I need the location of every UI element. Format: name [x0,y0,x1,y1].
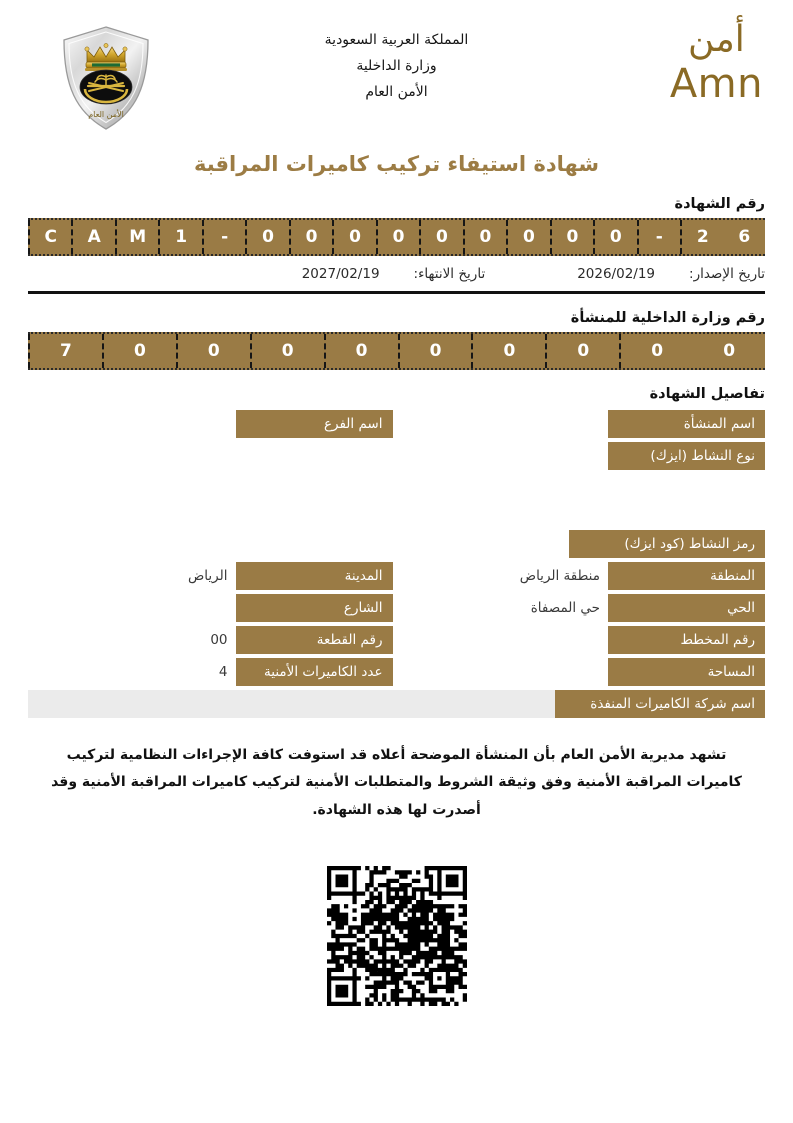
certificate-number-cell: - [637,220,680,254]
field-row [28,442,765,470]
interior-number-label: رقم وزارة الداخلية للمنشأة [570,310,765,326]
certificate-number-cell: 6 [738,227,751,247]
street-value [28,594,236,622]
interior-number-cell: 0 [324,334,398,368]
interior-number-cell: 0 [545,334,619,368]
activity-type-label: نوع النشاط (ايزك) [608,442,765,470]
activity-type-spacer [28,442,397,470]
certificate-number-cell: 0 [593,220,636,254]
emblem-caption: الأمن العام [88,110,124,119]
installer-company-label-col [555,690,765,718]
certificate-number-cell: 0 [289,220,332,254]
interior-number-strip [28,332,765,370]
street-label: الشارع [236,594,393,622]
activity-type-field [397,442,766,470]
district-label: الحي [608,594,765,622]
facility-name-value [401,410,609,438]
certificate-number-cell: 0 [245,220,288,254]
district-field [397,594,766,622]
ministry-line: وزارة الداخلية [356,57,437,74]
kingdom-line: المملكة العربية السعودية [324,32,469,48]
installer-company-value [28,690,555,718]
branch-name-label: اسم الفرع [236,410,393,438]
parcel-number-value: 00 [210,632,228,648]
field-gap [28,474,765,530]
plan-number-field [397,626,766,654]
expiry-date-label: تاريخ الانتهاء: [413,266,486,282]
area-label: المساحة [608,658,765,686]
branch-name-field [28,410,397,438]
issue-date-label: تاريخ الإصدار: [689,266,765,282]
activity-code-field [397,530,766,558]
certificate-number-cell: C [28,220,71,254]
certificate-number-strip [28,218,765,256]
fields-grid [28,410,765,718]
city-label: المدينة [236,562,393,590]
installer-company-label: اسم شركة الكاميرات المنفذة [555,690,765,718]
interior-number-cell: 0 [723,341,736,361]
certificate-number-cell: M [115,220,158,254]
field-row [28,658,765,686]
certificate-number-cell: 0 [376,220,419,254]
declaration-text: تشهد مديرية الأمن العام بأن المنشأة الموضحة أعلاه قد استوفت كافة الإجراءات النظامية لتركيب كاميرات المراقبة الأمنية وفق وثيقة الشروط والمتطلبات الأمنية لتركيب كاميرات المراقبة الأمنية وقد أصدرت لها هذه الشهادة. [51,747,742,818]
camera-count-label: عدد الكاميرات الأمنية [236,658,393,686]
field-row [28,690,765,718]
activity-code-spacer [28,530,397,558]
page-title: شهادة استيفاء تركيب كاميرات المراقبة [193,152,600,176]
dates-row [28,266,765,294]
field-row [28,530,765,558]
area-field [397,658,766,686]
field-row [28,626,765,654]
plan-number-label: رقم المخطط [608,626,765,654]
document-header [28,0,765,140]
interior-number-cell: 0 [176,334,250,368]
region-field [397,562,766,590]
street-field [28,594,397,622]
certificate-details-label: تفاصيل الشهادة [649,386,765,402]
interior-number-cell: 7 [28,334,102,368]
field-row [28,594,765,622]
activity-type-value [401,442,609,470]
city-field [28,562,397,590]
installer-company-value-col [28,690,555,718]
general-security-emblem-icon [58,24,154,132]
district-value: حي المصفاة [530,600,600,616]
certificate-number-cell: 0 [506,220,549,254]
certificate-number-cell: 0 [419,220,462,254]
parcel-number-label: رقم القطعة [236,626,393,654]
camera-count-value: 4 [218,664,228,680]
certificate-number-cell: 0 [550,220,593,254]
certificate-number-label: رقم الشهادة [674,196,765,212]
issue-date-group [577,266,765,282]
certificate-number-cell: 0 [463,220,506,254]
interior-number-cell: 0 [250,334,324,368]
certificate-number-cell: 1 [158,220,201,254]
certificate-number-cell: - [202,220,245,254]
area-value [401,658,609,686]
plan-number-value [401,626,609,654]
region-value: منطقة الرياض [519,568,600,584]
certificate-qr-code [327,866,467,1006]
region-label: المنطقة [608,562,765,590]
interior-number-cell: 0 [102,334,176,368]
amn-logo-latin: Amn [669,61,763,107]
expiry-date-group [302,266,485,282]
camera-count-field [28,658,397,686]
general-security-line: الأمن العام [365,83,428,100]
amn-logo-arabic: أمن [688,19,745,60]
city-value: الرياض [187,568,228,584]
expiry-date-value: 2027/02/19 [301,266,380,282]
qr-code-area [28,866,765,1006]
activity-code-value [401,530,570,558]
activity-code-label: رمز النشاط (كود ايزك) [569,530,765,558]
certificate-number-cell: 0 [332,220,375,254]
interior-number-cell: 0 [619,334,693,368]
facility-name-field [397,410,766,438]
certificate-number-cell: A [71,220,114,254]
facility-name-label: اسم المنشأة [608,410,765,438]
field-row [28,410,765,438]
parcel-number-field [28,626,397,654]
certificate-number-cell: 2 [680,220,723,254]
field-row [28,562,765,590]
interior-number-cell: 0 [471,334,545,368]
branch-name-value [28,410,236,438]
issue-date-value: 2026/02/19 [577,266,656,282]
interior-number-cell: 0 [398,334,472,368]
